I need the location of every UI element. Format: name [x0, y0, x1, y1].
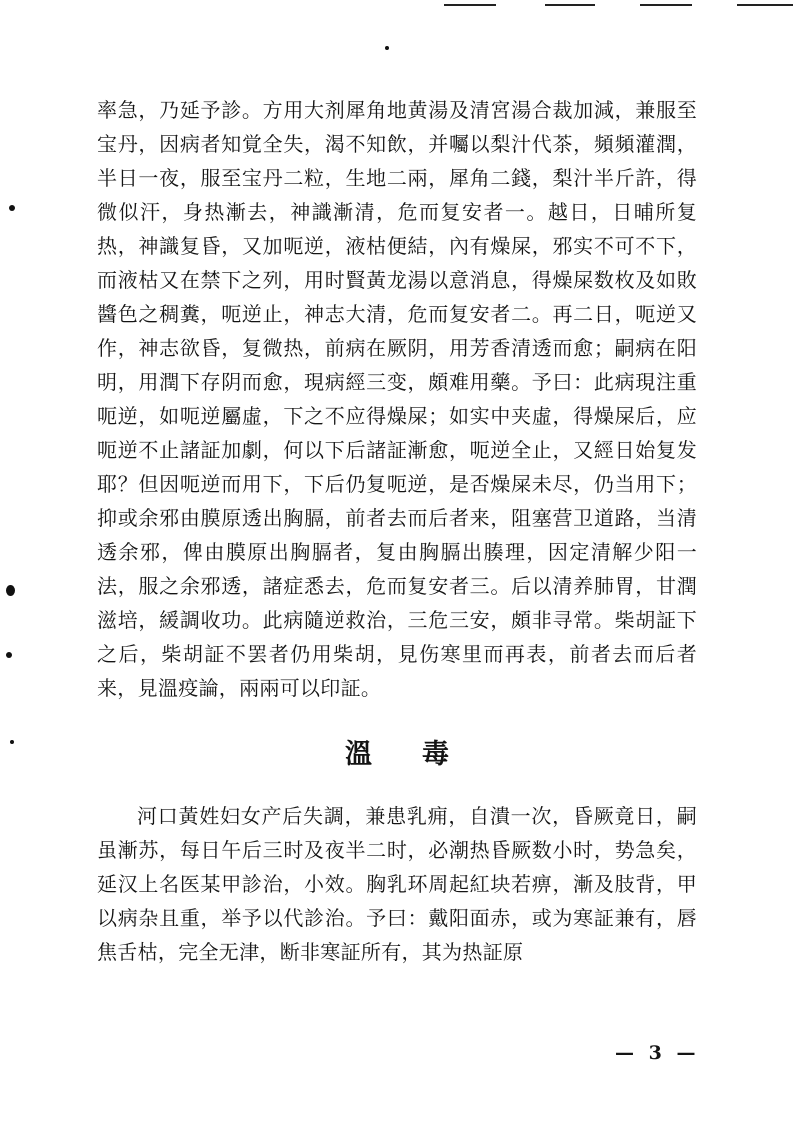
section-title: 溫毒: [345, 739, 499, 770]
scan-speck: [10, 740, 14, 744]
scan-edge-mark: [545, 4, 595, 6]
document-page: [97, 93, 697, 969]
scan-edge-mark: [737, 4, 793, 6]
scan-speck: [6, 652, 12, 658]
scan-edge-mark: [444, 4, 496, 6]
scan-speck: [9, 205, 15, 211]
body-paragraph: 河口黃姓妇女产后失調，兼患乳痈，自潰一次，昏厥竟日，嗣虽漸苏，每日午后三时及夜半二时，必潮热昏厥数小时，势急矣，延汉上名医某甲診治，小效。胸乳环周起紅块若痹，漸及肢背，甲以病杂且重，举予以代診治。予曰：戴阳面赤，或为寒証兼有，唇焦舌枯，完全无津，断非寒証所有，其为热証原: [97, 804, 697, 964]
scan-speck: [385, 46, 389, 50]
page-number: — 3 —: [615, 1042, 700, 1064]
scan-speck: [6, 585, 15, 596]
scan-edge-mark: [640, 4, 692, 6]
body-paragraph: 率急，乃延予診。方用大剂犀角地黄湯及清宮湯合裁加減，兼服至宝丹，因病者知覚全失，渴不知飲，并囑以梨汁代茶，頻頻灌潤，半日一夜，服至宝丹二粒，生地二兩，犀角二錢，梨汁半斤許，得微似汗，身热漸去，神識漸清，危而复安者一。越日，日晡所复热，神識复昏，又加呃逆，液枯便結，內有燥屎，邪实不可不下，而液枯又在禁下之列，用时賢黃龙湯以意消息，得燥屎数枚及如敗醬色之稠糞，呃逆止，神志大清，危而复安者二。再二日，呃逆又作，神志欲昏，复微热，前病在厥阴，用芳香清透而愈；嗣病在阳明，用潤下存阴而愈，現病經三变，頗难用藥。予曰：此病現注重呃逆，如呃逆屬虛，下之不应得燥屎；如实中夹虛，得燥屎后，应呃逆不止諸証加劇，何以下后諸証漸愈，呃逆全止，又經日始复发耶？但因呃逆而用下，下后仍复呃逆，是否燥屎未尽，仍当用下；抑或余邪由膜原透出胸膈，前者去而后者来，阻塞营卫道路，当清透余邪，俾由膜原出胸膈者，复由胸膈出腠理，因定清解少阳一法，服之余邪透，諸症悉去，危而复安者三。后以清养肺胃，甘潤滋培，緩調收功。此病隨逆救治，三危三安，頗非寻常。柴胡証下之后，柴胡証不罢者仍用柴胡，見伤寒里而再表，前者去而后者来，見溫疫論，兩兩可以印証。: [97, 98, 697, 700]
